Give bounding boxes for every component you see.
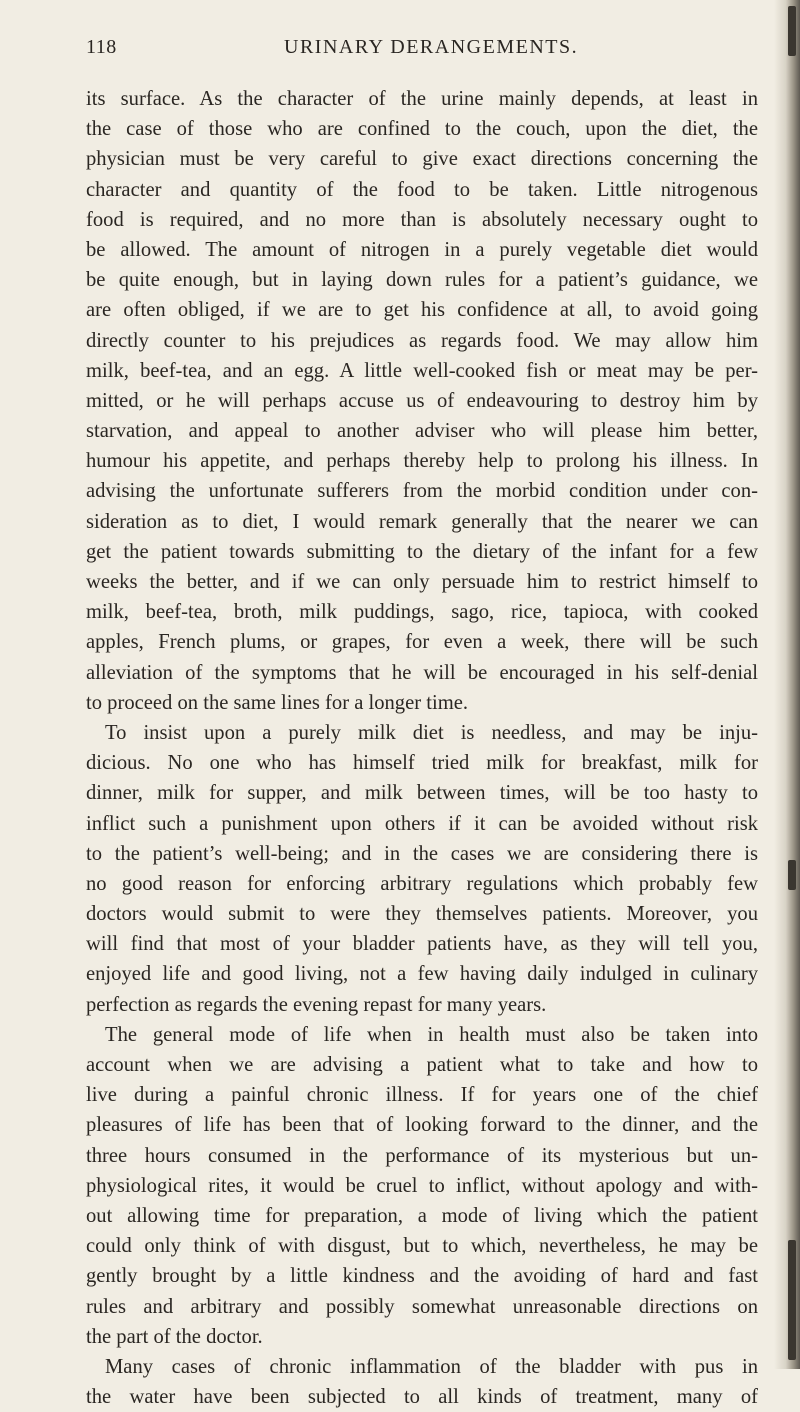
text-line: milk, beef-tea, and an egg. A little well-cooked fish or meat may be per- [86, 359, 758, 382]
edge-mark [788, 6, 796, 56]
page-header [86, 32, 746, 64]
text-line: to proceed on the same lines for a longer time. [86, 691, 468, 714]
text-line: To insist upon a purely milk diet is needless, and may be inju- [105, 721, 758, 744]
text-line: sideration as to diet, I would remark generally that the nearer we can [86, 510, 758, 533]
text-line: rules and arbitrary and possibly somewhat unreasonable directions on [86, 1295, 758, 1318]
text-line: are often obliged, if we are to get his confidence at all, to avoid going [86, 299, 758, 322]
text-line: apples, French plums, or grapes, for even a week, there will be such [86, 631, 758, 654]
text-line: account when we are advising a patient what to take and how to [86, 1054, 758, 1076]
text-line: no good reason for enforcing arbitrary regulations which probably few [86, 872, 758, 895]
text-line: alleviation of the symptoms that he will be encouraged in his self-denial [86, 661, 758, 684]
text-line: inflict such a punishment upon others if it can be avoided without risk [86, 812, 758, 835]
text-line: dinner, milk for supper, and milk between times, will be too hasty to [86, 782, 758, 805]
text-line: milk, beef-tea, broth, milk puddings, sago, rice, tapioca, with cooked [86, 601, 758, 624]
text-line: food is required, and no more than is absolutely necessary ought to [86, 208, 758, 231]
text-line: could only think of with disgust, but to which, nevertheless, he may be [86, 1235, 758, 1258]
text-line: physiological rites, it would be cruel to inflict, without apology and with- [86, 1174, 758, 1197]
text-line: out allowing time for preparation, a mode of living which the patient [86, 1204, 758, 1227]
text-line: directly counter to his prejudices as regards food. We may allow him [86, 329, 758, 352]
page-number: 118 [86, 36, 117, 58]
text-line: its surface. As the character of the urine mainly depends, at least in [86, 88, 758, 110]
text-line: pleasures of life has been that of looking forward to the dinner, and the [86, 1114, 758, 1137]
text-line: the case of those who are confined to the couch, upon the diet, the [86, 118, 758, 141]
text-line: The general mode of life when in health must also be taken into [105, 1023, 758, 1046]
text-line: mitted, or he will perhaps accuse us of endeavouring to destroy him by [86, 389, 758, 412]
text-line: dicious. No one who has himself tried milk for breakfast, milk for [86, 752, 758, 775]
text-line: humour his appetite, and perhaps thereby help to prolong his illness. In [86, 450, 758, 473]
edge-mark [788, 1240, 796, 1360]
text-line: weeks the better, and if we can only persuade him to restrict himself to [86, 571, 758, 593]
text-line: character and quantity of the food to be taken. Little nitrogenous [86, 178, 758, 201]
text-line: be quite enough, but in laying down rules for a patient’s guidance, we [86, 269, 758, 292]
edge-mark [788, 860, 796, 890]
text-line: will find that most of your bladder patients have, as they will tell you, [86, 933, 758, 956]
text-line: physician must be very careful to give exact directions concerning the [86, 148, 758, 171]
text-line: be allowed. The amount of nitrogen in a purely vegetable diet would [86, 238, 758, 261]
text-line: advising the unfortunate sufferers from the morbid condition under con- [86, 480, 758, 503]
text-line: enjoyed life and good living, not a few having daily indulged in culinary [86, 963, 758, 986]
text-line: get the patient towards submitting to the dietary of the infant for a few [86, 540, 758, 563]
text-line: doctors would submit to were they themselves patients. Moreover, you [86, 903, 758, 926]
text-line: gently brought by a little kindness and the avoiding of hard and fast [86, 1265, 758, 1288]
running-head: URINARY DERANGEMENTS. [284, 36, 579, 58]
text-line: Many cases of chronic inflammation of the bladder with pus in [105, 1355, 758, 1378]
text-line: three hours consumed in the performance of its mysterious but un- [86, 1144, 758, 1167]
text-line: the water have been subjected to all kinds of treatment, many of [86, 1386, 758, 1409]
text-line: the part of the doctor. [86, 1325, 263, 1348]
text-line: to the patient’s well-being; and in the cases we are considering there is [86, 842, 758, 865]
text-line: live during a painful chronic illness. If for years one of the chief [86, 1084, 758, 1107]
text-line: perfection as regards the evening repast for many years. [86, 993, 547, 1016]
body-text [86, 84, 758, 1412]
page-edge-shadow [774, 0, 800, 1369]
text-line: starvation, and appeal to another adviser who will please him better, [86, 420, 758, 443]
